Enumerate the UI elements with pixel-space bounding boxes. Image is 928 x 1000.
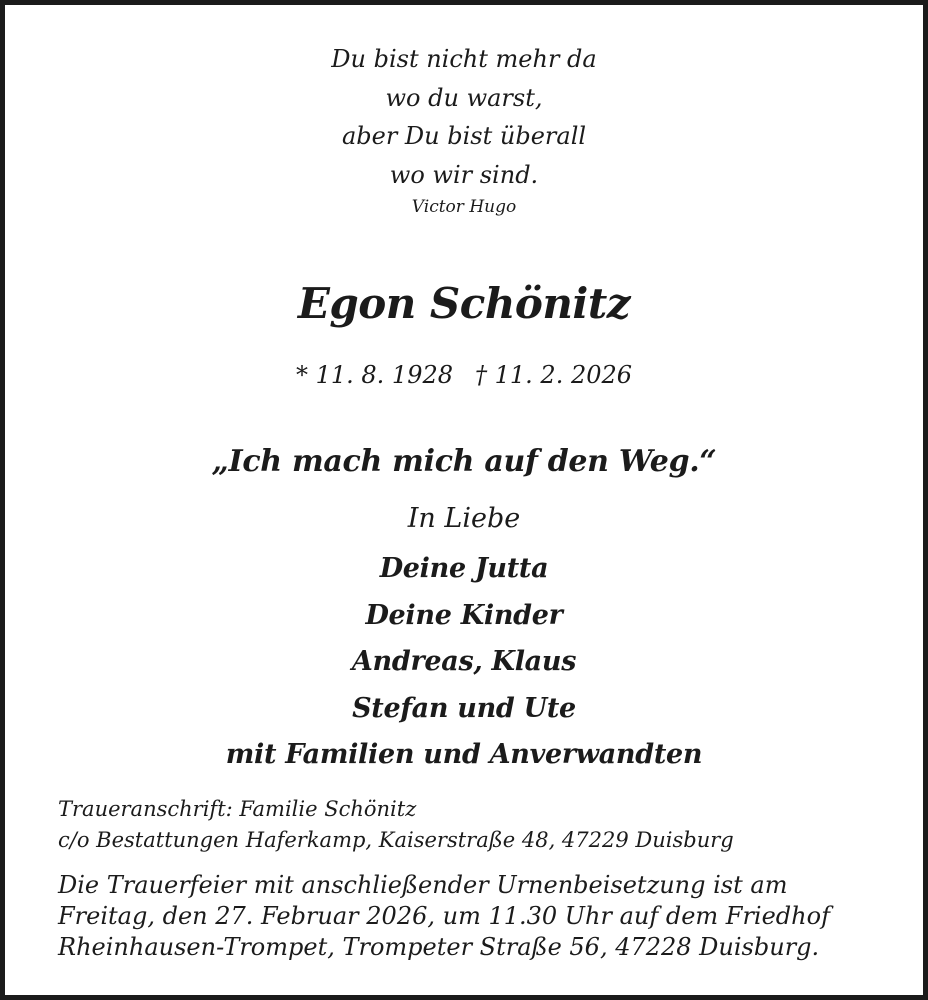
mourner-line: Andreas, Klaus [351,646,577,677]
ceremony-line: Rheinhausen-Trompet, Trompeter Straße 56, 47228 Duisburg. [58,933,820,961]
mourner-line: Deine Jutta [379,553,549,584]
birth-date: * 11. 8. 1928 [295,361,453,389]
deceased-name: Egon Schönitz [297,279,631,328]
poem-line: wo du warst, [385,83,543,112]
ceremony-line: Die Trauerfeier mit anschließender Urnenbeisetzung ist am [58,871,788,899]
poem-line: Du bist nicht mehr da [331,45,597,73]
death-date: † 11. 2. 2026 [475,361,633,389]
address-line: Traueranschrift: Familie Schönitz [58,797,417,821]
quote: „Ich mach mich auf den Weg.“ [211,444,717,479]
mourner-line: Deine Kinder [365,599,563,631]
mourners-list [0,546,928,779]
life-dates [0,358,928,392]
address-line: c/o Bestattungen Haferkamp, Kaiserstraße 48, 47229 Duisburg [58,828,734,852]
mourning-address [58,794,898,856]
ceremony-info [58,870,898,963]
poem-line: wo wir sind. [389,160,539,189]
ceremony-line: Freitag, den 27. Februar 2026, um 11.30 Uhr auf dem Friedhof [58,902,830,930]
mourner-line: mit Familien und Anverwandten [225,739,703,770]
poem-line: aber Du bist überall [341,122,587,150]
in-love-line: In Liebe [407,503,521,534]
poem-author: Victor Hugo [411,197,517,217]
poem [0,40,928,194]
mourner-line: Stefan und Ute [352,692,576,724]
